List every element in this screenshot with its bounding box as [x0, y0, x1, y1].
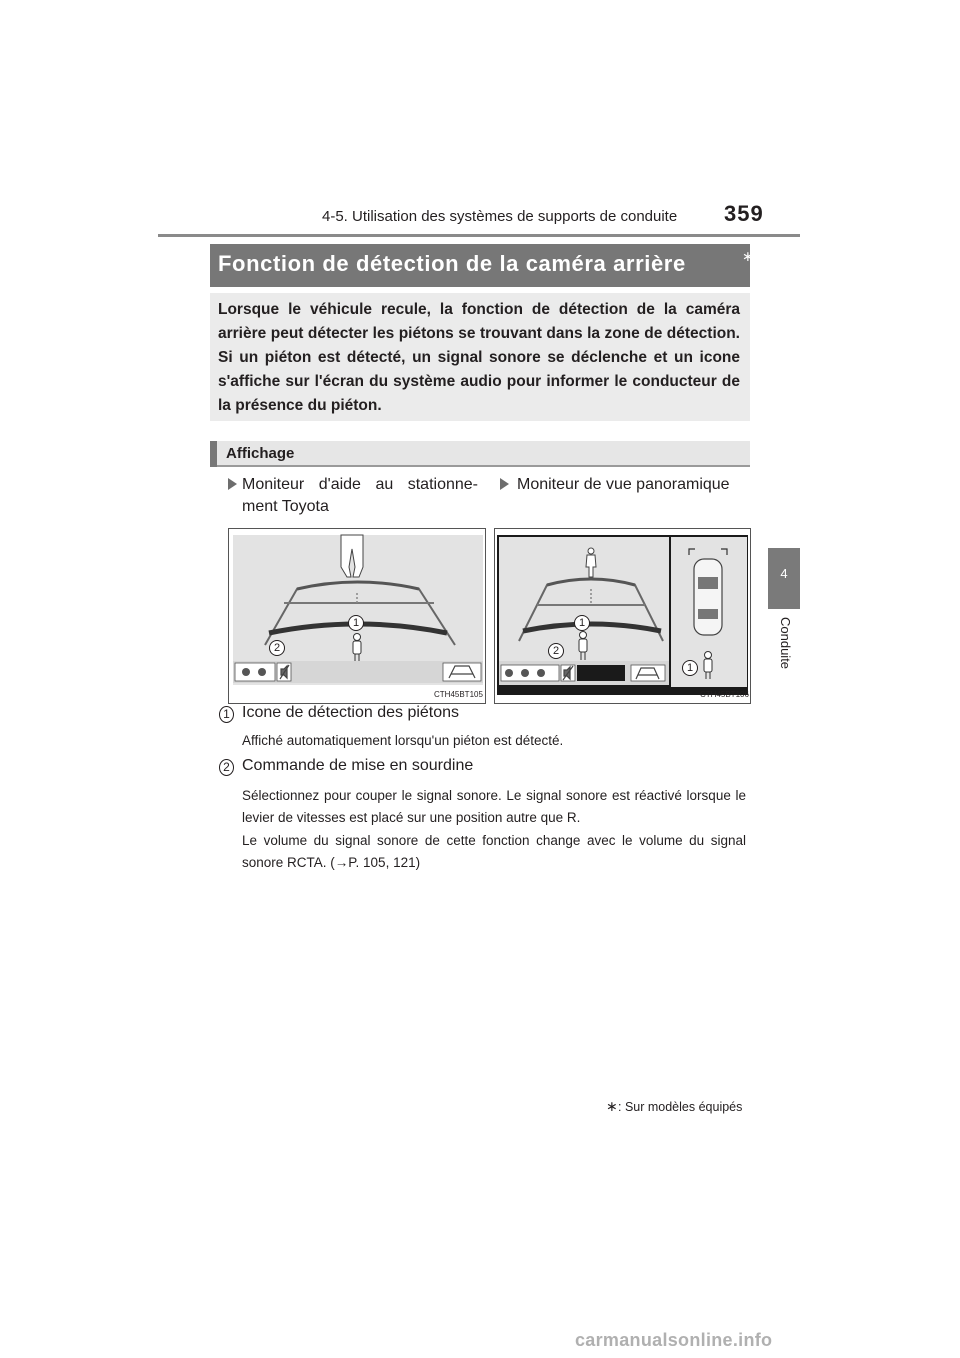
intro-text: Lorsque le véhicule recule, la fonction de détection de la caméra arrière peut détecter les piétons se trouvant dans la zone de détection. Si un piéton est détecté, un signal sonore se déclenche et un icone s'affiche sur l'écran du système audio pour informer le conducteur de la présence du piéton. — [218, 301, 740, 414]
callout-2: 2 — [548, 643, 564, 659]
callout-1: 1 — [348, 615, 364, 631]
callout-2: 2 — [269, 640, 285, 656]
header-rule — [158, 234, 800, 237]
bullet-triangle-icon — [228, 478, 237, 490]
item-number: 2 — [219, 759, 234, 776]
callout-1: 1 — [682, 660, 698, 676]
bullet-triangle-icon — [500, 478, 509, 490]
watermark: carmanualsonline.info — [575, 1330, 773, 1350]
monitor-label-parking-assist: Moniteur d'aide au stationne- ment Toyota — [242, 476, 478, 515]
title-asterisk: ∗ — [742, 248, 754, 264]
callout-1: 1 — [574, 615, 590, 631]
vehicle-top-view-icon — [694, 559, 722, 635]
chapter-tab-label-wrap — [763, 615, 805, 695]
item-title: Commande de mise en sourdine — [242, 757, 474, 774]
item-description: Le volume du signal sonore de cette fonction change avec le volume du signal sonore RCTA. (→P. 105, 121) — [242, 833, 746, 870]
item-title: Icone de détection des piétons — [242, 704, 460, 721]
item-description: Sélectionnez pour couper le signal sonore. Le signal sonore est réactivé lorsque le levier de vitesses est placé sur une position autre que R. — [242, 788, 746, 825]
figure-code: CTH45BT106 — [700, 690, 749, 699]
chapter-tab-label: Conduite — [778, 617, 793, 670]
page-number: 359 — [724, 201, 764, 226]
subsection-accent — [210, 441, 217, 467]
footnote-text: : Sur modèles équipés — [618, 1100, 743, 1114]
item-number: 1 — [219, 706, 234, 723]
sensor-mode-icon — [505, 669, 545, 677]
footnote-asterisk: ∗ — [606, 1098, 618, 1114]
chapter-tab-number: 4 — [780, 566, 788, 581]
panoramic-illustration — [495, 529, 750, 703]
monitor-label-panoramic: Moniteur de vue panoramique — [517, 476, 730, 493]
figure-code: CTH45BT105 — [434, 690, 483, 699]
section-header: 4-5. Utilisation des systèmes de supports de conduite — [322, 208, 678, 225]
subsection-title: Affichage — [226, 445, 295, 462]
page-title: Fonction de détection de la caméra arrière — [218, 251, 686, 276]
item-description: Affiché automatiquement lorsqu'un piéton est détecté. — [242, 733, 564, 748]
panoramic-view-screen — [494, 528, 751, 704]
